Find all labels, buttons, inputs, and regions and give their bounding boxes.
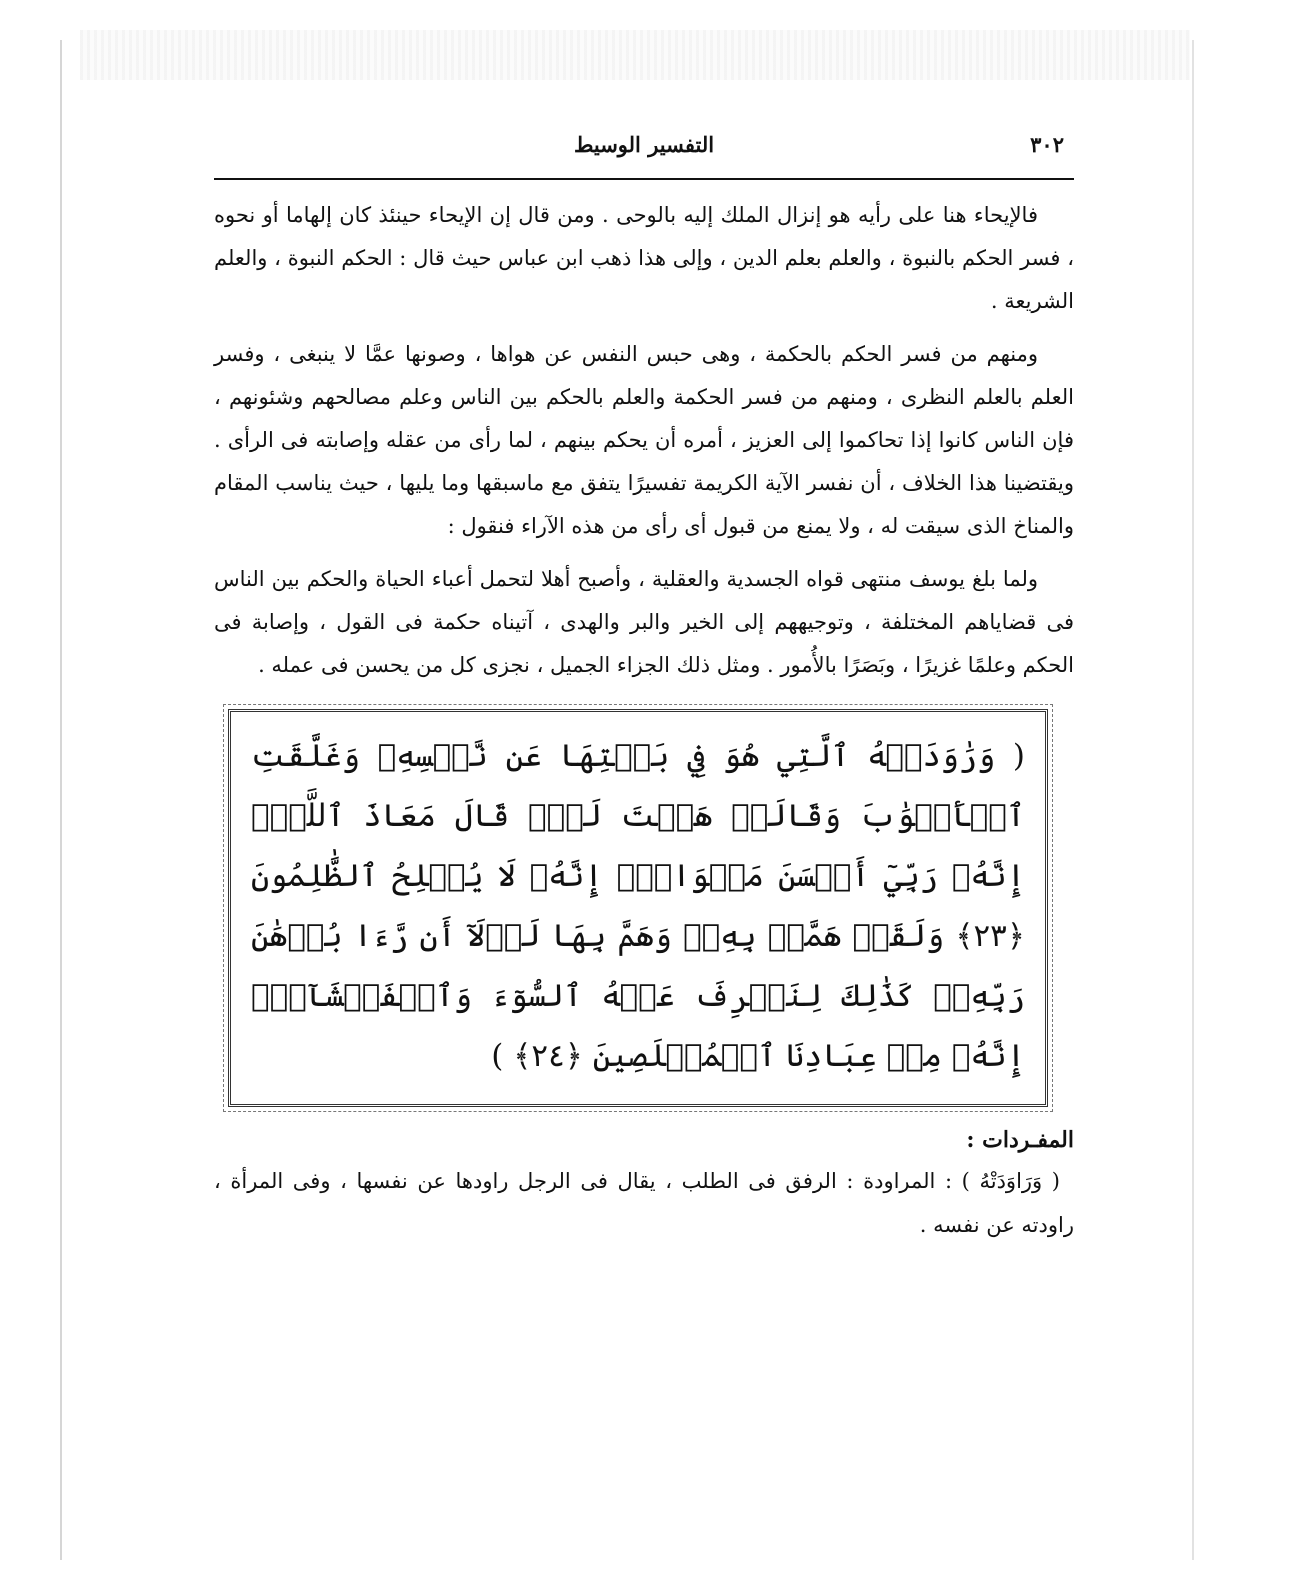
vocabulary-entry: ( وَرَاوَدَتْهُ ) : المراودة : الرفق فى الطلب ، يقال فى الرجل راودها عن نفسها ، وفى المرأة ، راودته عن نفسه . <box>214 1169 1074 1237</box>
running-header <box>214 120 1074 180</box>
page-number: ٣٠٢ <box>1030 132 1064 157</box>
paragraph-3: ولما بلغ يوسف منتهى قواه الجسدية والعقلية ، وأصبح أهلا لتحمل أعباء الحياة والحكم بين الناس فى قضاياهم المختلفة ، وتوجيههم إلى الخير والبر والهدى ، آتيناه حكمة فى القول ، وإصابة فى الحكم وعلمًا غزيرًا ، وبَصَرًا بالأُمور . ومثل ذلك الجزاء الجميل ، نجزى كل من يحسن فى عمله . <box>214 567 1074 677</box>
scan-edge-right <box>1192 40 1194 1560</box>
scan-edge-left <box>60 40 62 1560</box>
vocabulary-heading: المفـردات : <box>966 1127 1074 1153</box>
running-title: التفسير الوسيط <box>573 132 715 157</box>
scan-noise-top <box>80 30 1190 80</box>
quran-verse-text: ( وَرَٰوَدَتۡهُ ٱلَّتِي هُوَ فِي بَيۡتِهَا عَن نَّفۡسِهِۦ وَغَلَّقَتِ ٱلۡأَبۡوَٰبَ وَقَالَتۡ هَيۡتَ لَكَۚ قَالَ مَعَاذَ ٱللَّهِۖ إِنَّهُۥ رَبِّيٓ أَحۡسَنَ مَثۡوَايَۖ إِنَّهُۥ لَا يُفۡلِحُ ٱلظَّٰلِمُونَ ﴿٢٣﴾ وَلَقَدۡ هَمَّتۡ بِهِۦۖ وَهَمَّ بِهَا لَوۡلَآ أَن رَّءَا بُرۡهَٰنَ رَبِّهِۦۚ كَذَٰلِكَ لِنَصۡرِفَ عَنۡهُ ٱلسُّوٓءَ وَٱلۡفَحۡشَآءَۚ إِنَّهُۥ مِنۡ عِبَادِنَا ٱلۡمُخۡلَصِينَ ﴿٢٤﴾ ) <box>251 738 1025 1074</box>
book-page <box>214 120 1074 1247</box>
quran-verse-frame <box>228 709 1048 1107</box>
paragraph-2: ومنهم من فسر الحكم بالحكمة ، وهى حبس النفس عن هواها ، وصونها عمَّا لا ينبغى ، وفسر العلم بالعلم النظرى ، ومنهم من فسر الحكمة والعلم بالحكم بين الناس وعلم مصالحهم وشئونهم ، فإن الناس كانوا إذا تحاكموا إلى العزيز ، أمره أن يحكم بينهم ، لما رأى من عقله وإصابته فى الرأى . ويقتضينا هذا الخلاف ، أن نفسر الآية الكريمة تفسيرًا يتفق مع ماسبقها وما يليها ، حيث يناسب المقام والمناخ الذى سيقت له ، ولا يمنع من قبول أى رأى من هذه الآراء فنقول : <box>214 342 1074 538</box>
paragraph-1: فالإيحاء هنا على رأيه هو إنزال الملك إليه بالوحى . ومن قال إن الإيحاء حينئذ كان إلهاما أو نحوه ، فسر الحكم بالنبوة ، والعلم بعلم الدين ، وإلى هذا ذهب ابن عباس حيث قال : الحكم النبوة ، والعلم الشريعة . <box>214 203 1074 313</box>
